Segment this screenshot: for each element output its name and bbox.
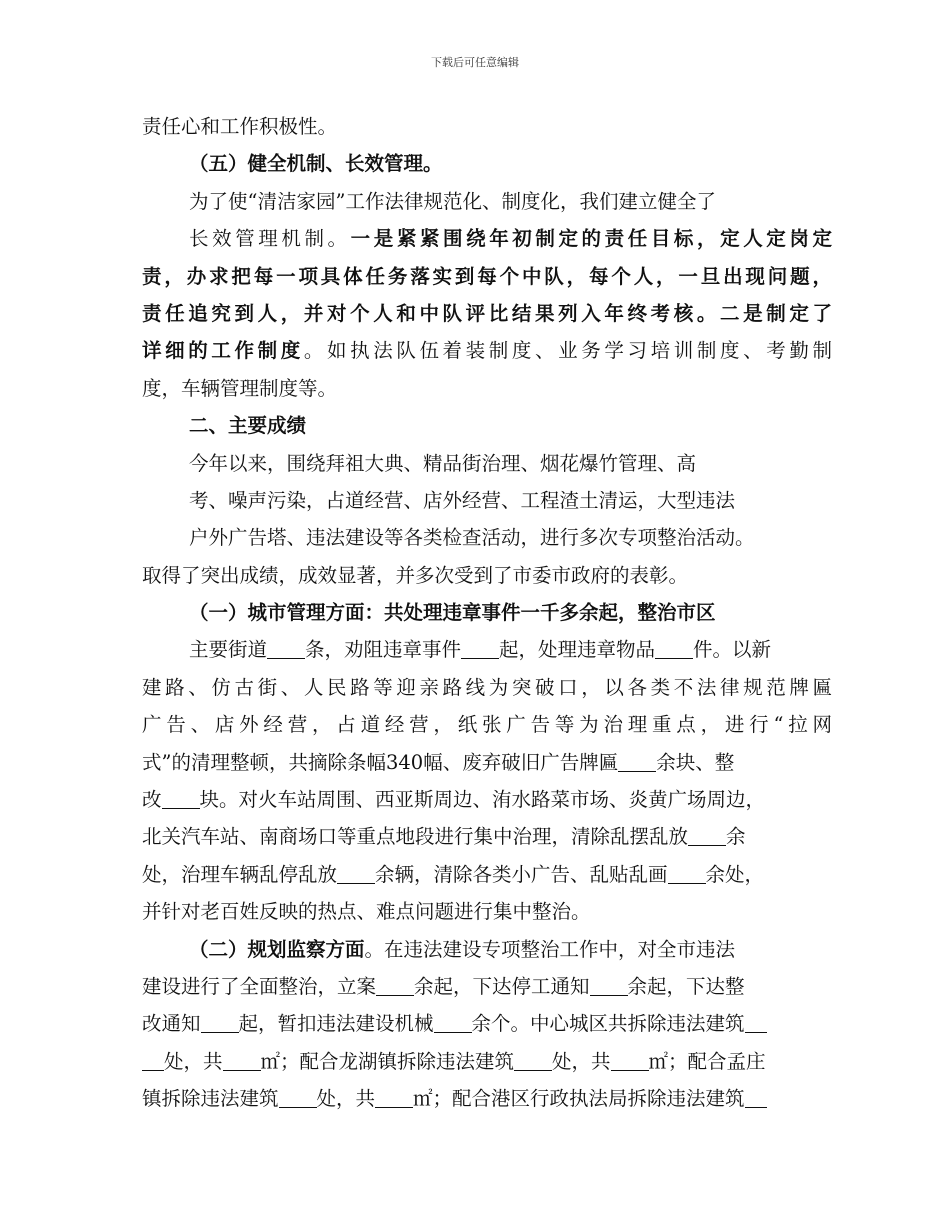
- blank-field: [337, 863, 375, 884]
- text-run: 余辆，清除各类小广告、乱贴乱画: [375, 862, 668, 886]
- paragraph-line: [142, 818, 832, 855]
- bold-text-run: （二）规划监察方面: [189, 937, 365, 961]
- text-run: （五）健全机制、长效管理。: [189, 152, 443, 176]
- text-run: 起，暂扣违法建设机械: [238, 1012, 434, 1036]
- blank-field: [611, 1050, 649, 1071]
- subsection-heading-1: [142, 594, 832, 631]
- bold-text-run: 一是紧紧围绕年初制定的责任目标，定人定岗定: [350, 227, 832, 251]
- paragraph-line: [142, 1080, 832, 1117]
- paragraph-line: [142, 781, 832, 818]
- blank-field: [279, 1088, 317, 1109]
- blank-field: [162, 788, 200, 809]
- paragraph-line: [142, 258, 832, 295]
- text-run: 为了使“清洁家园”工作法律规范化、制度化，我们建立健全了: [189, 189, 716, 213]
- document-body: [142, 108, 832, 1118]
- paragraph-line: [142, 445, 832, 482]
- paragraph-line: [142, 856, 832, 893]
- text-run: 余个。中心城区共拆除违法建筑: [471, 1012, 745, 1036]
- blank-field: [688, 826, 726, 847]
- text-run: 户外广告塔、违法建设等各类检查活动，进行多次专项整治活动。: [189, 526, 755, 550]
- bold-text-run: 详细的工作制度: [142, 339, 304, 363]
- paragraph-line: [142, 893, 832, 930]
- text-run: 余: [726, 825, 746, 849]
- text-run: 余起，下达整: [627, 974, 745, 998]
- blank-field: [514, 1050, 552, 1071]
- text-run: 长效管理机制。: [189, 227, 351, 251]
- text-run: （一）城市管理方面：共处理违章事件一千多余起，整治市区: [189, 601, 716, 625]
- paragraph-line: [142, 332, 832, 369]
- bold-text-run: 责，办求把每一项具体任务落实到每个中队，每个人，一旦出现问题，: [142, 264, 832, 288]
- text-run: 处，共: [552, 1049, 611, 1073]
- paragraph-line: [142, 183, 832, 220]
- text-run: 广告、店外经营，占道经营，纸张广告等为治理重点，进行“拉网: [142, 713, 832, 737]
- text-run: ㎡；配合港区行政执法局拆除违法建筑: [413, 1087, 745, 1111]
- text-run: ㎡；配合龙湖镇拆除违法建筑: [260, 1049, 515, 1073]
- text-run: 处，治理车辆乱停乱放: [142, 862, 338, 886]
- paragraph-line: [142, 968, 832, 1005]
- paragraph-line: [142, 1043, 832, 1080]
- text-run: 建设进行了全面整治，立案: [142, 974, 377, 998]
- text-run: 式”的清理整顿，共摘除条幅340幅、废弃破旧广告牌匾: [142, 750, 619, 774]
- text-run: 处，共: [164, 1049, 223, 1073]
- page-header: 下载后可任意编辑: [431, 56, 519, 69]
- text-run: 并针对老百姓反映的热点、难点问题进行集中整治。: [142, 900, 591, 924]
- paragraph-line: [142, 931, 832, 968]
- text-run: 北关汽车站、南商场口等重点地段进行集中治理，清除乱摆乱放: [142, 825, 689, 849]
- blank-field: [745, 1088, 767, 1109]
- paragraph-line: [142, 220, 832, 257]
- paragraph-line: [142, 108, 832, 145]
- bold-text-run: 责任追究到人，并对个人和中队评比结果列入年终考核。二是制定了: [142, 301, 832, 325]
- text-run: ㎡；配合孟庄: [648, 1049, 766, 1073]
- paragraph-line: [142, 557, 832, 594]
- section-heading-5: [142, 145, 832, 182]
- text-run: 余块、整: [656, 750, 735, 774]
- text-run: 。如执法队伍着装制度、业务学习培训制度、考勤制: [303, 339, 832, 363]
- blank-field: [745, 1013, 767, 1034]
- blank-field: [376, 975, 414, 996]
- blank-field: [590, 975, 628, 996]
- blank-field: [668, 863, 706, 884]
- paragraph-line: [142, 744, 832, 781]
- blank-field: [375, 1088, 413, 1109]
- text-run: 二、主要成绩: [189, 414, 307, 438]
- text-run: 责任心和工作积极性。: [142, 115, 338, 138]
- blank-field: [201, 1013, 239, 1034]
- paragraph-line: [142, 482, 832, 519]
- text-run: 起，处理违章物品: [499, 638, 656, 662]
- text-run: 改: [142, 788, 162, 812]
- blank-field: [461, 639, 499, 660]
- paragraph-line: [142, 370, 832, 407]
- text-run: 件。以新: [693, 638, 772, 662]
- text-run: 条，劝阻违章事件: [305, 638, 462, 662]
- paragraph-line: [142, 295, 832, 332]
- text-run: 取得了突出成绩，成效显著，并多次受到了市委市政府的表彰。: [142, 563, 689, 587]
- text-run: 今年以来，围绕拜祖大典、精品街治理、烟花爆竹管理、高: [189, 451, 697, 475]
- text-run: 主要街道: [189, 638, 268, 662]
- text-run: 考、噪声污染，占道经营、店外经营、工程渣土清运，大型违法: [189, 488, 736, 512]
- paragraph-line: [142, 706, 832, 743]
- text-run: 块。对火车站周围、西亚斯周边、洧水路菜市场、炎黄广场周边，: [199, 788, 766, 812]
- paragraph-line: [142, 631, 832, 668]
- blank-field: [223, 1050, 261, 1071]
- text-run: 建路、仿古街、人民路等迎亲路线为突破口，以各类不法律规范牌匾: [142, 675, 832, 699]
- text-run: 余处，: [705, 862, 765, 886]
- text-run: 度，车辆管理制度等。: [142, 376, 338, 400]
- paragraph-line: [142, 519, 832, 556]
- paragraph-line: [142, 1005, 832, 1042]
- text-run: 镇拆除违法建筑: [142, 1087, 279, 1111]
- text-run: 改通知: [142, 1012, 201, 1036]
- paragraph-line: [142, 669, 832, 706]
- blank-field: [142, 1050, 164, 1071]
- text-run: 余起，下达停工通知: [414, 974, 590, 998]
- text-run: 。在违法建设专项整治工作中，对全市违法: [364, 937, 736, 961]
- blank-field: [267, 639, 305, 660]
- blank-field: [655, 639, 693, 660]
- blank-field: [434, 1013, 472, 1034]
- blank-field: [618, 751, 656, 772]
- text-run: 处，共: [316, 1087, 376, 1111]
- section-heading-2: [142, 407, 832, 444]
